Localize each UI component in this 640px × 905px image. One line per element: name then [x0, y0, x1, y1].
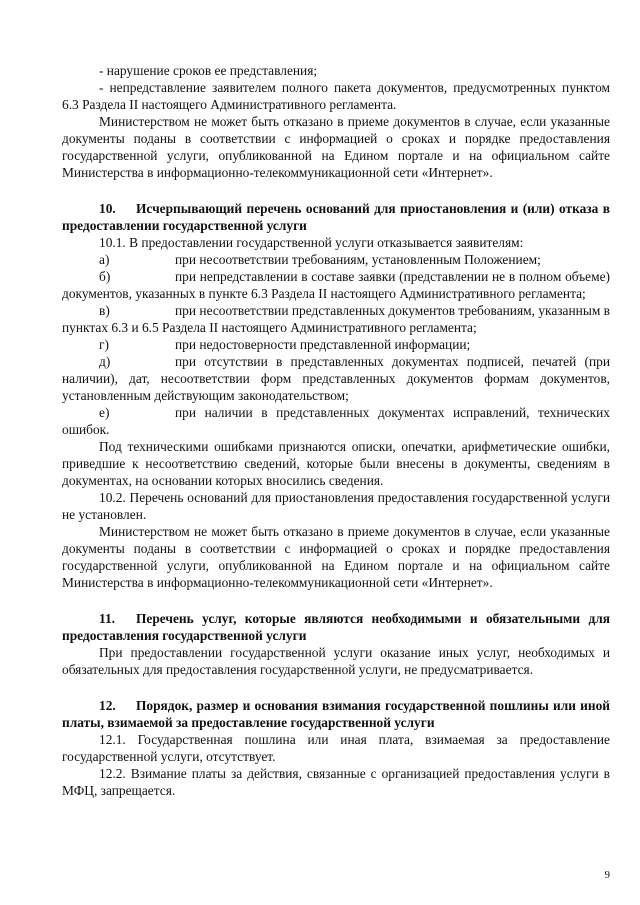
list-item-text: при непредставлении в составе заявки (представлении не в полном объеме) документов, указанных в пункте 6.3 Раздела II настоящего Административного регламента; — [62, 269, 610, 301]
section-10-heading — [62, 200, 610, 234]
list-item-text: при несоответствии требованиям, установленным Положением; — [175, 252, 541, 267]
list-item — [62, 251, 610, 268]
section-12-1: 12.1. Государственная пошлина или иная плата, взимаемая за предоставление государственной услуги, отсутствует. — [62, 732, 610, 764]
intro-paragraph: Министерством не может быть отказано в приеме документов в случае, если указанные документы поданы в соответствии с информацией о сроках и порядке предоставления государственной услуги, опубликованной на Едином портале и на официальном сайте Министерства в информационно-телекоммуникационной сети «Интернет». — [62, 114, 610, 180]
list-item-text: при недостоверности представленной информации; — [175, 337, 471, 352]
section-10-2: 10.2. Перечень оснований для приостановления предоставления государственной услуги не установлен. — [62, 490, 610, 522]
section-12-heading — [62, 697, 610, 731]
section-11-number: 11. — [99, 611, 115, 626]
section-11-paragraph: При предоставлении государственной услуги оказание иных услуг, необходимых и обязательных для предоставления государственной услуги, не предусматривается. — [62, 645, 610, 677]
list-marker: е) — [99, 405, 110, 420]
list-item-text: при наличии в представленных документах исправлений, технических ошибок. — [62, 405, 610, 437]
technical-errors-paragraph: Под техническими ошибками признаются описки, опечатки, арифметические ошибки, приведшие к несоответствию сведений, которые были внесены в документы, сведениям в документах, на основании которых вносились сведения. — [62, 439, 610, 488]
section-12-2: 12.2. Взимание платы за действия, связанные с организацией предоставления услуги в МФЦ, запрещается. — [62, 766, 610, 798]
list-item-text: при отсутствии в представленных документах подписей, печатей (при наличии), дат, несоответствии форм представленных документов формам документов, установленным действующим законодательством; — [62, 354, 610, 403]
section-10-number: 10. — [99, 201, 116, 216]
section-11-heading — [62, 610, 610, 644]
list-item — [62, 268, 610, 302]
section-10-title: Исчерпывающий перечень оснований для приостановления и (или) отказа в предоставлении государственной услуги — [62, 201, 610, 233]
intro-line-2: - непредставление заявителем полного пакета документов, предусмотренных пунктом 6.3 Раздела II настоящего Административного регламента. — [62, 80, 610, 112]
section-10-1: 10.1. В предоставлении государственной услуги отказывается заявителям: — [99, 235, 524, 250]
section-10-refusal-paragraph: Министерством не может быть отказано в приеме документов в случае, если указанные документы поданы в соответствии с информацией о сроках и порядке предоставления государственной услуги, опубликованной на Едином портале и на официальном сайте Министерства в информационно-телекоммуникационной сети «Интернет». — [62, 524, 610, 590]
list-marker: а) — [99, 252, 110, 267]
list-marker: д) — [99, 354, 111, 369]
list-item — [62, 336, 610, 353]
section-11-title: Перечень услуг, которые являются необходимыми и обязательными для предоставления государственной услуги — [62, 611, 610, 643]
list-marker: г) — [99, 337, 109, 352]
list-item — [62, 302, 610, 336]
list-marker: в) — [99, 303, 110, 318]
section-12-number: 12. — [99, 698, 116, 713]
list-item-text: при несоответствии представленных документов требованиям, указанным в пунктах 6.3 и 6.5 Раздела II настоящего Административного регламента; — [62, 303, 610, 335]
page-number: 9 — [604, 869, 610, 881]
section-12-title: Порядок, размер и основания взимания государственной пошлины или иной платы, взимаемой за предоставление государственной услуги — [62, 698, 610, 730]
list-item — [62, 353, 610, 404]
list-item — [62, 404, 610, 438]
intro-line-1: - нарушение сроков ее представления; — [99, 63, 318, 78]
list-marker: б) — [99, 269, 111, 284]
